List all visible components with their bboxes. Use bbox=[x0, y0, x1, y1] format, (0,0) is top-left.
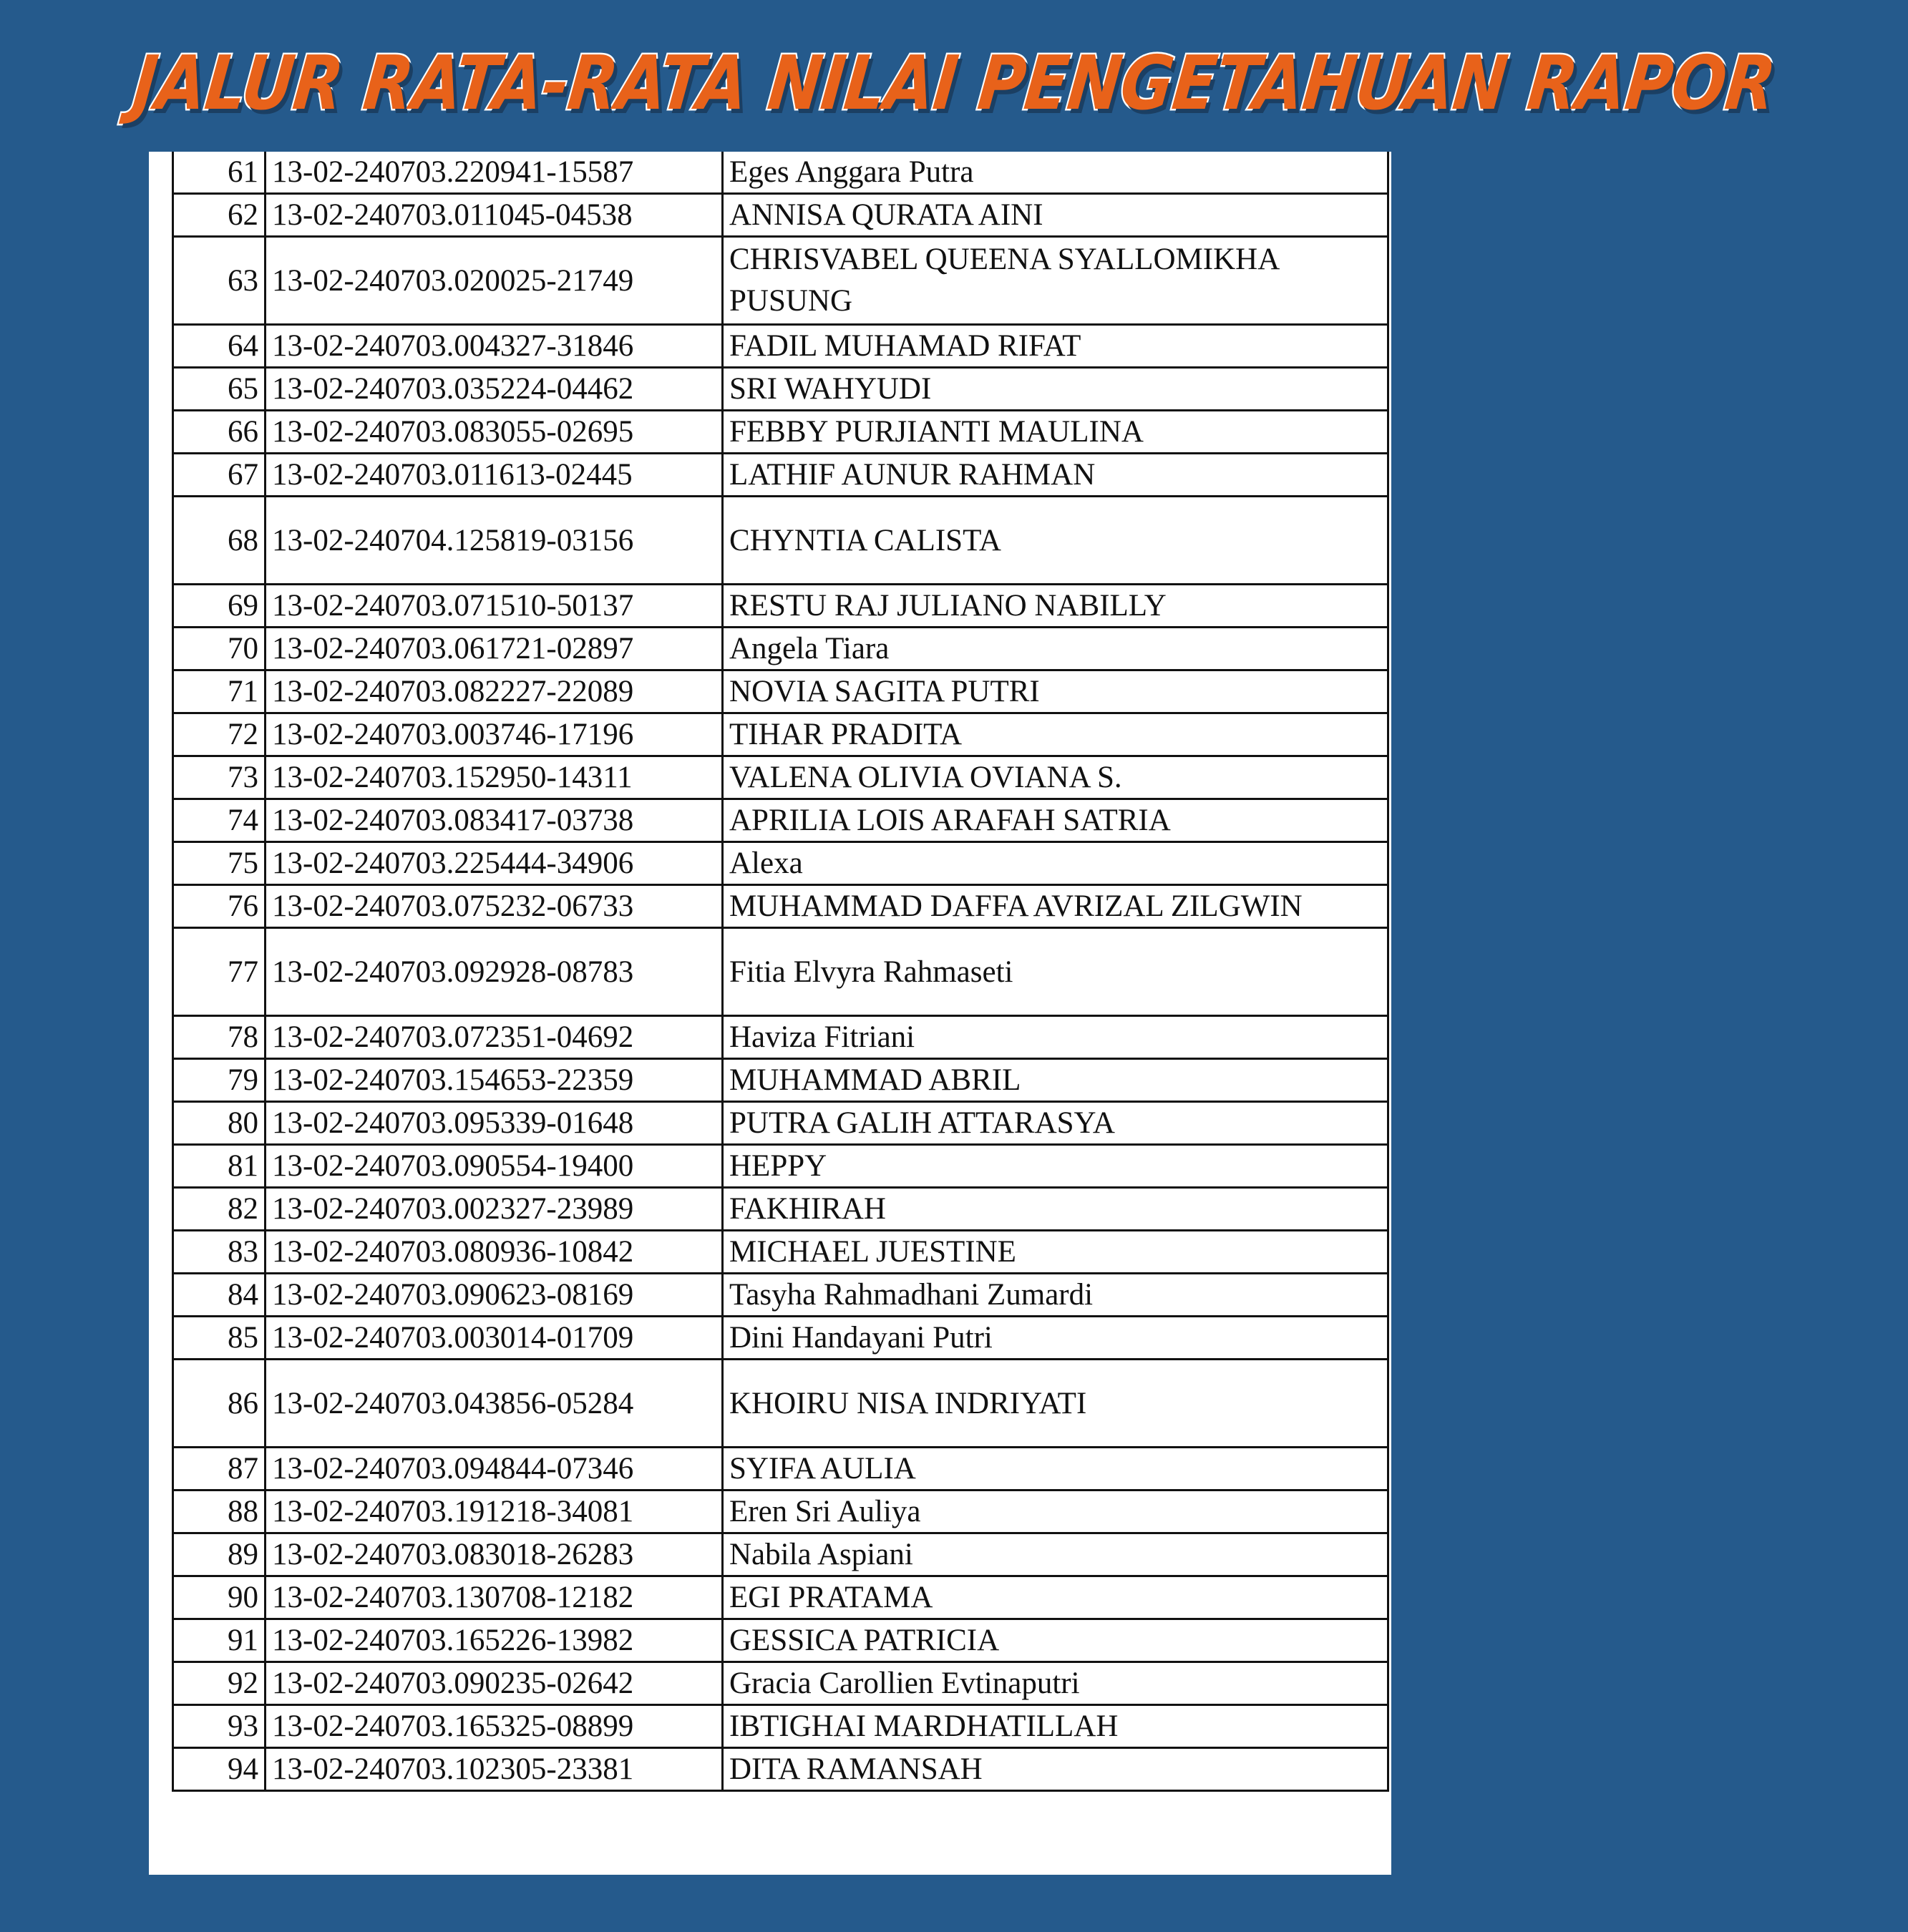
row-number: 65 bbox=[173, 368, 266, 411]
row-number: 62 bbox=[173, 194, 266, 237]
row-number: 91 bbox=[173, 1619, 266, 1662]
registration-id: 13-02-240703.090623-08169 bbox=[266, 1274, 723, 1317]
row-number: 76 bbox=[173, 885, 266, 928]
table-row bbox=[173, 497, 1388, 585]
registration-id: 13-02-240703.090554-19400 bbox=[266, 1145, 723, 1188]
title-banner bbox=[0, 39, 1779, 127]
row-number: 86 bbox=[173, 1360, 266, 1448]
row-number: 87 bbox=[173, 1448, 266, 1491]
registration-id: 13-02-240703.003746-17196 bbox=[266, 713, 723, 756]
student-name: IBTIGHAI MARDHATILLAH bbox=[723, 1705, 1388, 1748]
table-row bbox=[173, 1533, 1388, 1576]
row-number: 75 bbox=[173, 842, 266, 885]
registration-id: 13-02-240703.154653-22359 bbox=[266, 1059, 723, 1102]
student-name: VALENA OLIVIA OVIANA S. bbox=[723, 756, 1388, 799]
student-name: HEPPY bbox=[723, 1145, 1388, 1188]
table-row bbox=[173, 194, 1388, 237]
table-row bbox=[173, 1576, 1388, 1619]
student-name: FADIL MUHAMAD RIFAT bbox=[723, 325, 1388, 368]
registration-id: 13-02-240703.130708-12182 bbox=[266, 1576, 723, 1619]
student-name: KHOIRU NISA INDRIYATI bbox=[723, 1360, 1388, 1448]
student-name: Tasyha Rahmadhani Zumardi bbox=[723, 1274, 1388, 1317]
table-row bbox=[173, 670, 1388, 713]
row-number: 81 bbox=[173, 1145, 266, 1188]
table-row bbox=[173, 1145, 1388, 1188]
registration-id: 13-02-240703.004327-31846 bbox=[266, 325, 723, 368]
table-row bbox=[173, 1059, 1388, 1102]
row-number: 80 bbox=[173, 1102, 266, 1145]
registration-id: 13-02-240703.165226-13982 bbox=[266, 1619, 723, 1662]
registration-id: 13-02-240703.071510-50137 bbox=[266, 585, 723, 628]
student-name: ANNISA QURATA AINI bbox=[723, 194, 1388, 237]
registration-id: 13-02-240703.011613-02445 bbox=[266, 454, 723, 497]
table-row bbox=[173, 585, 1388, 628]
student-name: NOVIA SAGITA PUTRI bbox=[723, 670, 1388, 713]
row-number: 70 bbox=[173, 628, 266, 670]
registration-id: 13-02-240704.125819-03156 bbox=[266, 497, 723, 585]
student-name: Eren Sri Auliya bbox=[723, 1491, 1388, 1533]
registration-id: 13-02-240703.080936-10842 bbox=[266, 1231, 723, 1274]
student-name: FAKHIRAH bbox=[723, 1188, 1388, 1231]
table-row bbox=[173, 928, 1388, 1016]
table-row bbox=[173, 885, 1388, 928]
row-number: 82 bbox=[173, 1188, 266, 1231]
row-number: 66 bbox=[173, 411, 266, 454]
row-number: 89 bbox=[173, 1533, 266, 1576]
student-name: Gracia Carollien Evtinaputri bbox=[723, 1662, 1388, 1705]
table-row bbox=[173, 1619, 1388, 1662]
table-row bbox=[173, 1231, 1388, 1274]
student-name: Fitia Elvyra Rahmaseti bbox=[723, 928, 1388, 1016]
table-row bbox=[173, 1102, 1388, 1145]
registration-id: 13-02-240703.092928-08783 bbox=[266, 928, 723, 1016]
registration-id: 13-02-240703.035224-04462 bbox=[266, 368, 723, 411]
row-number: 94 bbox=[173, 1748, 266, 1791]
table-row bbox=[173, 454, 1388, 497]
student-name: Alexa bbox=[723, 842, 1388, 885]
row-number: 84 bbox=[173, 1274, 266, 1317]
row-number: 73 bbox=[173, 756, 266, 799]
student-name: SRI WAHYUDI bbox=[723, 368, 1388, 411]
table-row bbox=[173, 1662, 1388, 1705]
student-name: Eges Anggara Putra bbox=[723, 152, 1388, 194]
row-number: 74 bbox=[173, 799, 266, 842]
registration-id: 13-02-240703.075232-06733 bbox=[266, 885, 723, 928]
row-number: 64 bbox=[173, 325, 266, 368]
table-row bbox=[173, 325, 1388, 368]
student-name: MUHAMMAD ABRIL bbox=[723, 1059, 1388, 1102]
registration-id: 13-02-240703.020025-21749 bbox=[266, 237, 723, 325]
row-number: 79 bbox=[173, 1059, 266, 1102]
table-row bbox=[173, 1748, 1388, 1791]
registration-id: 13-02-240703.082227-22089 bbox=[266, 670, 723, 713]
registration-id: 13-02-240703.225444-34906 bbox=[266, 842, 723, 885]
table-row bbox=[173, 1016, 1388, 1059]
row-number: 85 bbox=[173, 1317, 266, 1360]
registration-id: 13-02-240703.220941-15587 bbox=[266, 152, 723, 194]
table-row bbox=[173, 1448, 1388, 1491]
student-name: DITA RAMANSAH bbox=[723, 1748, 1388, 1791]
row-number: 83 bbox=[173, 1231, 266, 1274]
document-sheet bbox=[149, 152, 1391, 1875]
student-name: LATHIF AUNUR RAHMAN bbox=[723, 454, 1388, 497]
student-name: RESTU RAJ JULIANO NABILLY bbox=[723, 585, 1388, 628]
student-name: APRILIA LOIS ARAFAH SATRIA bbox=[723, 799, 1388, 842]
student-name: Angela Tiara bbox=[723, 628, 1388, 670]
student-name: Dini Handayani Putri bbox=[723, 1317, 1388, 1360]
table-row bbox=[173, 1317, 1388, 1360]
registration-id: 13-02-240703.061721-02897 bbox=[266, 628, 723, 670]
table-row bbox=[173, 1188, 1388, 1231]
student-name: CHYNTIA CALISTA bbox=[723, 497, 1388, 585]
registration-id: 13-02-240703.152950-14311 bbox=[266, 756, 723, 799]
table-row bbox=[173, 1360, 1388, 1448]
row-number: 68 bbox=[173, 497, 266, 585]
table-row bbox=[173, 799, 1388, 842]
row-number: 61 bbox=[173, 152, 266, 194]
row-number: 90 bbox=[173, 1576, 266, 1619]
registration-id: 13-02-240703.191218-34081 bbox=[266, 1491, 723, 1533]
row-number: 69 bbox=[173, 585, 266, 628]
registration-id: 13-02-240703.165325-08899 bbox=[266, 1705, 723, 1748]
registration-id: 13-02-240703.011045-04538 bbox=[266, 194, 723, 237]
student-name: EGI PRATAMA bbox=[723, 1576, 1388, 1619]
row-number: 71 bbox=[173, 670, 266, 713]
student-name: GESSICA PATRICIA bbox=[723, 1619, 1388, 1662]
row-number: 63 bbox=[173, 237, 266, 325]
table-row bbox=[173, 237, 1388, 325]
registration-id: 13-02-240703.090235-02642 bbox=[266, 1662, 723, 1705]
page-title: JALUR RATA-RATA NILAI PENGETAHUAN RAPOR bbox=[129, 39, 1779, 127]
student-name: Haviza Fitriani bbox=[723, 1016, 1388, 1059]
row-number: 77 bbox=[173, 928, 266, 1016]
student-name: CHRISVABEL QUEENA SYALLOMIKHA PUSUNG bbox=[723, 237, 1388, 325]
row-number: 92 bbox=[173, 1662, 266, 1705]
table-row bbox=[173, 1274, 1388, 1317]
registration-id: 13-02-240703.095339-01648 bbox=[266, 1102, 723, 1145]
student-name: SYIFA AULIA bbox=[723, 1448, 1388, 1491]
registration-id: 13-02-240703.083055-02695 bbox=[266, 411, 723, 454]
student-name: PUTRA GALIH ATTARASYA bbox=[723, 1102, 1388, 1145]
student-table bbox=[172, 152, 1389, 1792]
student-name: Nabila Aspiani bbox=[723, 1533, 1388, 1576]
registration-id: 13-02-240703.002327-23989 bbox=[266, 1188, 723, 1231]
student-table-body bbox=[173, 152, 1388, 1791]
registration-id: 13-02-240703.072351-04692 bbox=[266, 1016, 723, 1059]
table-row bbox=[173, 842, 1388, 885]
student-name: FEBBY PURJIANTI MAULINA bbox=[723, 411, 1388, 454]
registration-id: 13-02-240703.043856-05284 bbox=[266, 1360, 723, 1448]
student-name: MICHAEL JUESTINE bbox=[723, 1231, 1388, 1274]
table-row bbox=[173, 756, 1388, 799]
row-number: 88 bbox=[173, 1491, 266, 1533]
registration-id: 13-02-240703.102305-23381 bbox=[266, 1748, 723, 1791]
table-row bbox=[173, 628, 1388, 670]
registration-id: 13-02-240703.083417-03738 bbox=[266, 799, 723, 842]
student-name: TIHAR PRADITA bbox=[723, 713, 1388, 756]
table-row bbox=[173, 152, 1388, 194]
table-row bbox=[173, 411, 1388, 454]
row-number: 67 bbox=[173, 454, 266, 497]
student-name: MUHAMMAD DAFFA AVRIZAL ZILGWIN bbox=[723, 885, 1388, 928]
table-row bbox=[173, 713, 1388, 756]
row-number: 93 bbox=[173, 1705, 266, 1748]
table-row bbox=[173, 1705, 1388, 1748]
registration-id: 13-02-240703.003014-01709 bbox=[266, 1317, 723, 1360]
row-number: 72 bbox=[173, 713, 266, 756]
registration-id: 13-02-240703.083018-26283 bbox=[266, 1533, 723, 1576]
table-row bbox=[173, 368, 1388, 411]
row-number: 78 bbox=[173, 1016, 266, 1059]
table-row bbox=[173, 1491, 1388, 1533]
registration-id: 13-02-240703.094844-07346 bbox=[266, 1448, 723, 1491]
